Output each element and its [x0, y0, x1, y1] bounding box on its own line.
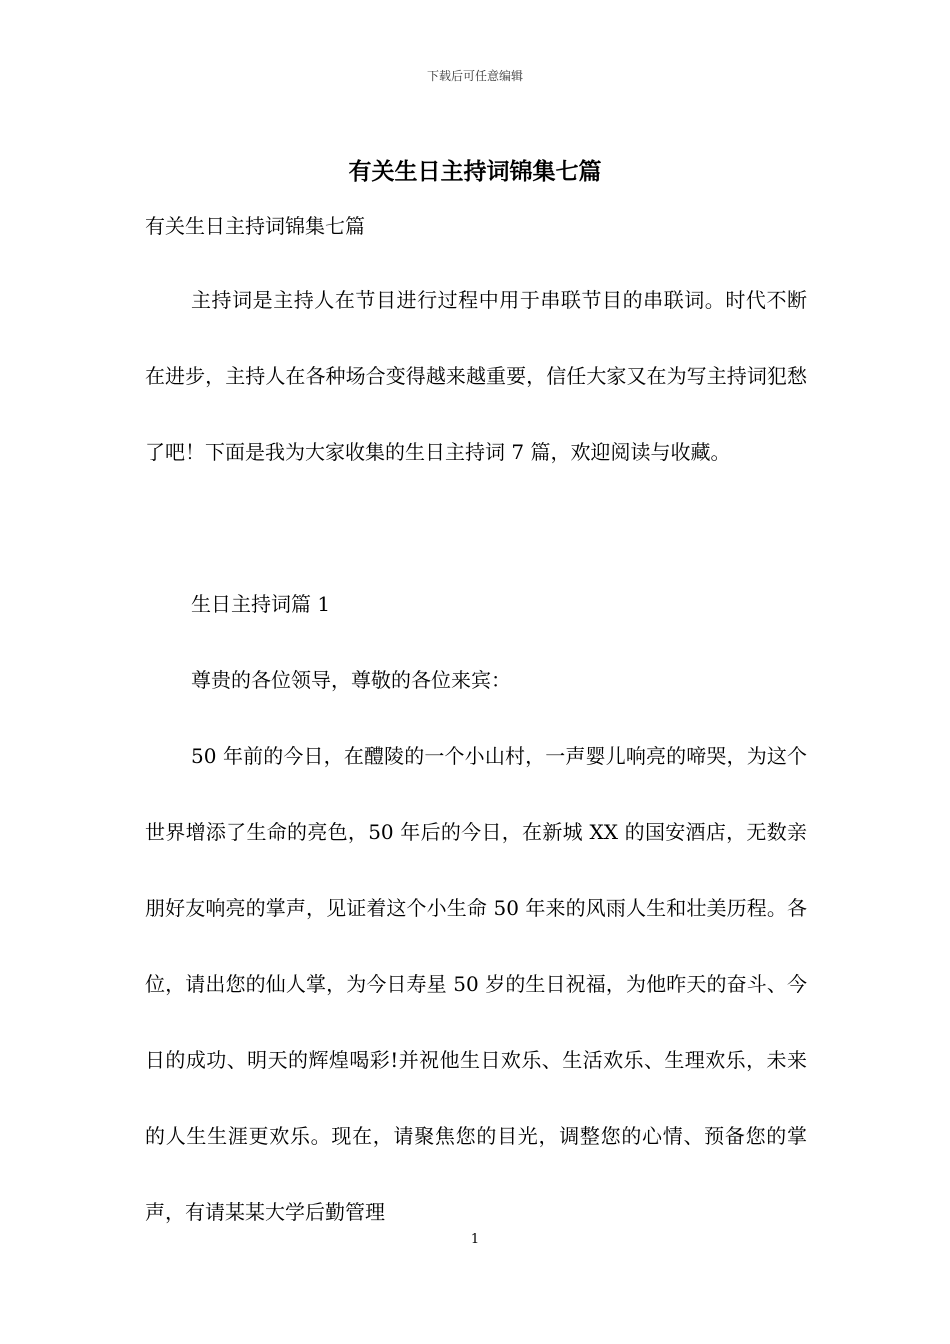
- document-subtitle: 有关生日主持词锦集七篇: [145, 214, 365, 238]
- intro-paragraph: 主持词是主持人在节目进行过程中用于串联节目的串联词。时代不断在进步，主持人在各种场合变得越来越重要，信任大家又在为写主持词犯愁了吧！下面是我为大家收集的生日主持词 7 篇，欢迎阅读与收藏。: [145, 288, 807, 464]
- body-paragraph: 50 年前的今日，在醴陵的一个小山村，一声婴儿响亮的啼哭，为这个世界增添了生命的亮色，50 年后的今日，在新城 XX 的国安酒店，无数亲朋好友响亮的掌声，见证着这个小生命 50 年来的风雨人生和壮美历程。各位，请出您的仙人掌，为今日寿星 50 岁的生日祝福，为他昨天的奋斗、今日的成功、明天的辉煌喝彩!并祝他生日欢乐、生活欢乐、生理欢乐，未来的人生生涯更欢乐。现在，请聚焦您的目光，调整您的心情、预备您的掌声，有请某某大学后勤管理: [145, 744, 807, 1224]
- section-heading: 生日主持词篇 1: [191, 592, 331, 616]
- header-note: 下载后可任意编辑: [426, 69, 523, 83]
- page-number: 1: [470, 1232, 480, 1247]
- greeting-line: 尊贵的各位领导，尊敬的各位来宾：: [191, 668, 511, 692]
- document-title: 有关生日主持词锦集七篇: [348, 158, 602, 185]
